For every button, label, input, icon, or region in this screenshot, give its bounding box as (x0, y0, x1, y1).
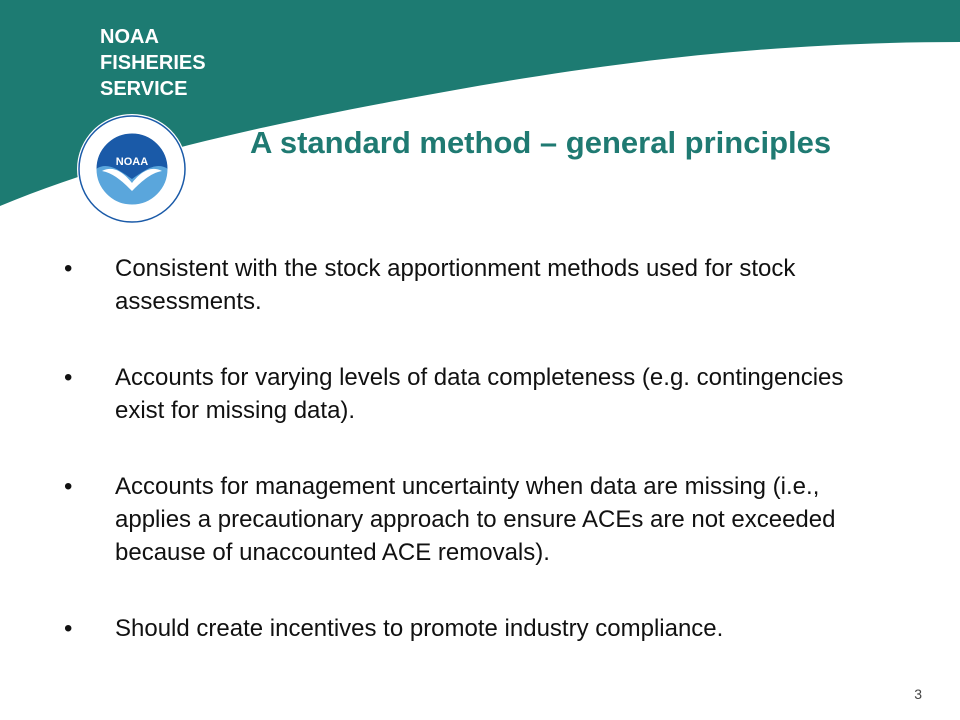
bullet-text: Accounts for varying levels of data completeness (e.g. contingencies exist for missing data). (115, 364, 844, 424)
bullet-item (64, 361, 884, 427)
bullet-text: Should create incentives to promote industry compliance. (115, 615, 724, 642)
bullet-dot-icon: • (64, 255, 73, 282)
brand-line-1: NOAA (100, 26, 159, 48)
bullet-item (64, 612, 884, 645)
bullet-dot-icon: • (64, 473, 73, 500)
bullet-list (64, 252, 884, 688)
bullet-item (64, 252, 884, 318)
slide-title: A standard method – general principles (250, 125, 832, 160)
brand-line-3: SERVICE (100, 78, 188, 100)
bullet-dot-icon: • (64, 364, 73, 391)
bullet-text: Accounts for management uncertainty when data are missing (i.e., applies a precautionary approach to ensure ACEs are not exceeded because of unaccounted ACE removals). (115, 473, 836, 566)
noaa-emblem-icon (76, 113, 188, 225)
page-number: 3 (914, 686, 922, 702)
bullet-text: Consistent with the stock apportionment methods used for stock assessments. (115, 255, 796, 315)
brand-line-2: FISHERIES (100, 52, 206, 74)
bullet-dot-icon: • (64, 615, 73, 642)
logo-label: NOAA (115, 156, 149, 168)
noaa-fisheries-wordmark (100, 24, 206, 102)
bullet-item (64, 470, 884, 569)
